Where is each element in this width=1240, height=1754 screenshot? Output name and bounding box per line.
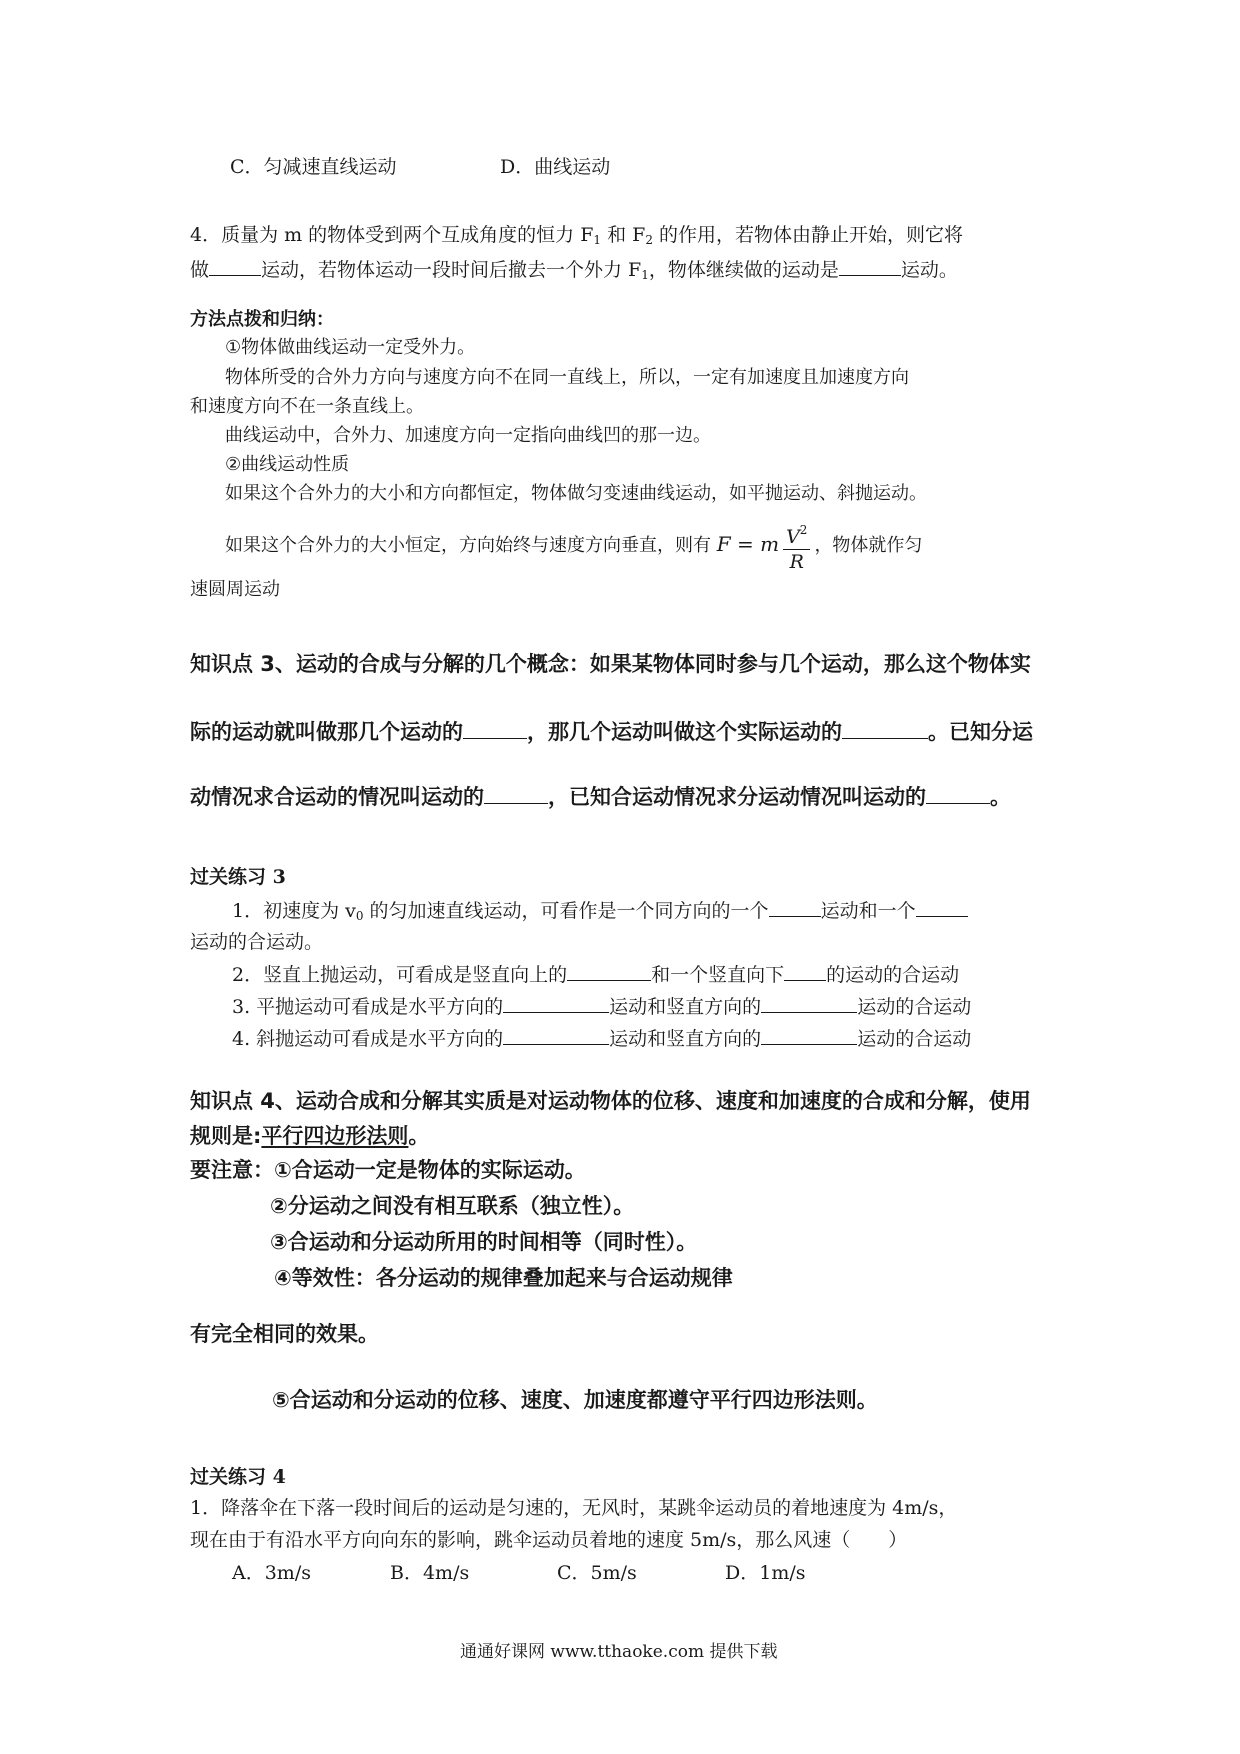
ex3-item-4 xyxy=(232,1026,971,1051)
subscript: 1 xyxy=(641,268,649,282)
q4-text: 的作用，若物体由静止开始，则它将 xyxy=(652,224,964,246)
formula-numerator xyxy=(783,518,810,550)
method-p2b: 和速度方向不在一条直线上。 xyxy=(190,396,424,417)
answer-blank[interactable] xyxy=(842,716,928,739)
formula-exponent: 2 xyxy=(799,523,808,537)
ex3-item-3 xyxy=(232,994,971,1019)
answer-blank[interactable] xyxy=(463,716,527,739)
kp4-note-2: ②分运动之间没有相互联系（独立性）。 xyxy=(270,1194,635,1218)
kp3-text: 际的运动就叫做那几个运动的 xyxy=(190,720,463,744)
answer-blank[interactable] xyxy=(503,994,609,1013)
ex3-heading: 过关练习 3 xyxy=(190,866,286,888)
answer-blank[interactable] xyxy=(839,257,901,276)
ex3-text: 1．初速度为 v xyxy=(232,900,356,922)
ex3-text: 运动和竖直方向的 xyxy=(609,1028,762,1050)
ex4-option-d: D．1m/s xyxy=(725,1562,806,1584)
method-p3: 曲线运动中，合外力、加速度方向一定指向曲线凹的那一边。 xyxy=(225,425,711,446)
kp4-text: 。 xyxy=(408,1124,430,1148)
ex3-text: 的运动的合运动 xyxy=(826,964,960,986)
ex3-item-2 xyxy=(232,962,959,987)
ex3-text: 运动和竖直方向的 xyxy=(609,996,762,1018)
answer-blank[interactable] xyxy=(761,994,857,1013)
note-text: ①合运动一定是物体的实际运动。 xyxy=(274,1158,586,1182)
method-p6 xyxy=(225,518,923,573)
ex4-heading: 过关练习 4 xyxy=(190,1466,286,1488)
kp3-text: ，已知合运动情况求分运动情况叫运动的 xyxy=(548,785,926,809)
ex4-q1-line-1: 1．降落伞在下落一段时间后的运动是匀速的，无风时，某跳伞运动员的着地速度为 4m/s， xyxy=(190,1497,958,1519)
method-text: ，物体就作匀 xyxy=(814,535,923,556)
kp4-note-4: ④等效性：各分运动的规律叠加起来与合运动规律 xyxy=(274,1266,733,1290)
ex3-text: 和一个竖直向下 xyxy=(651,964,785,986)
page-footer: 通通好课网 www.tthaoke.com 提供下载 xyxy=(460,1642,778,1662)
answer-blank[interactable] xyxy=(769,898,821,917)
kp4-rule: 平行四边形法则 xyxy=(261,1124,409,1148)
answer-blank[interactable] xyxy=(209,257,261,276)
ex3-text: 2．竖直上抛运动，可看成是竖直向上的 xyxy=(232,964,568,986)
kp3-line-3 xyxy=(190,781,1011,811)
answer-blank[interactable] xyxy=(784,962,826,981)
kp4-note-3: ③合运动和分运动所用的时间相等（同时性）。 xyxy=(270,1230,698,1254)
q4-line-2 xyxy=(190,257,958,287)
answer-blank[interactable] xyxy=(926,781,990,804)
answer-blank[interactable] xyxy=(503,1026,609,1045)
ex3-text: 4. 斜抛运动可看成是水平方向的 xyxy=(232,1028,504,1050)
kp3-text: 。已知分运 xyxy=(928,720,1033,744)
kp4-text: 规则是: xyxy=(190,1124,262,1148)
subscript: 0 xyxy=(355,909,364,923)
q4-text: 做 xyxy=(190,259,210,281)
kp3-line-2 xyxy=(190,716,1033,746)
kp4-note-4-cont: 有完全相同的效果。 xyxy=(190,1322,379,1346)
answer-blank[interactable] xyxy=(761,1026,857,1045)
q4-text: 运动。 xyxy=(900,259,958,281)
kp3-line-1: 知识点 3、运动的合成与分解的几个概念：如果某物体同时参与几个运动，那么这个物体实 xyxy=(190,652,1031,676)
formula-fraction xyxy=(783,518,810,574)
q4-line-1 xyxy=(190,223,963,252)
kp4-line-1: 知识点 4、运动合成和分解其实质是对运动物体的位移、速度和加速度的合成和分解，使用 xyxy=(190,1089,1031,1113)
q4-text: 4．质量为 m 的物体受到两个互成角度的恒力 F xyxy=(190,224,594,246)
ex4-option-c: C．5m/s xyxy=(557,1562,637,1584)
q4-text: ，物体继续做的运动是 xyxy=(648,259,839,281)
ex3-text: 运动的合运动 xyxy=(857,1028,972,1050)
note-label: 要注意： xyxy=(190,1158,274,1182)
ex4-option-b: B．4m/s xyxy=(390,1562,470,1584)
q4-text: 和 F xyxy=(601,224,646,246)
answer-blank[interactable] xyxy=(484,781,548,804)
formula-v: V xyxy=(786,526,800,548)
q3-option-c: C．匀减速直线运动 xyxy=(230,156,397,178)
method-p1: ①物体做曲线运动一定受外力。 xyxy=(225,337,476,358)
kp4-line-2 xyxy=(190,1122,429,1150)
method-text: 如果这个合外力的大小恒定，方向始终与速度方向垂直，则有 xyxy=(225,535,711,556)
ex4-q1-line-2: 现在由于有沿水平方向向东的影响，跳伞运动员着地的速度 5m/s，那么风速（ ） xyxy=(190,1529,908,1551)
kp3-text: 。 xyxy=(990,785,1011,809)
ex3-text: 3. 平抛运动可看成是水平方向的 xyxy=(232,996,504,1018)
kp4-note-1 xyxy=(190,1156,586,1184)
kp3-text: 动情况求合运动的情况叫运动的 xyxy=(190,785,484,809)
kp3-text: ，那几个运动叫做这个实际运动的 xyxy=(527,720,842,744)
method-heading: 方法点拨和归纳： xyxy=(190,309,334,330)
formula-lhs: F = m xyxy=(716,532,780,556)
answer-blank[interactable] xyxy=(567,962,651,981)
ex3-text: 的匀加速直线运动，可看作是一个同方向的一个 xyxy=(363,900,769,922)
method-p5: 如果这个合外力的大小和方向都恒定，物体做匀变速曲线运动，如平抛运动、斜抛运动。 xyxy=(225,483,927,504)
ex4-option-a: A．3m/s xyxy=(232,1562,311,1584)
method-p2a: 物体所受的合外力方向与速度方向不在同一直线上，所以，一定有加速度且加速度方向 xyxy=(225,367,909,388)
subscript: 1 xyxy=(593,233,602,247)
method-p6c: 速圆周运动 xyxy=(190,579,280,600)
ex3-item-1-cont: 运动的合运动。 xyxy=(190,931,324,953)
q4-text: 运动，若物体运动一段时间后撤去一个外力 F xyxy=(261,259,642,281)
q3-option-d: D．曲线运动 xyxy=(500,156,611,178)
ex3-text: 运动的合运动 xyxy=(857,996,972,1018)
formula-denominator: R xyxy=(789,551,804,573)
ex3-text: 运动和一个 xyxy=(820,900,916,922)
kp4-note-5: ⑤合运动和分运动的位移、速度、加速度都遵守平行四边形法则。 xyxy=(272,1388,878,1412)
subscript: 2 xyxy=(645,233,653,247)
method-p4: ②曲线运动性质 xyxy=(225,454,350,475)
answer-blank[interactable] xyxy=(916,898,968,917)
ex3-item-1 xyxy=(232,898,968,928)
